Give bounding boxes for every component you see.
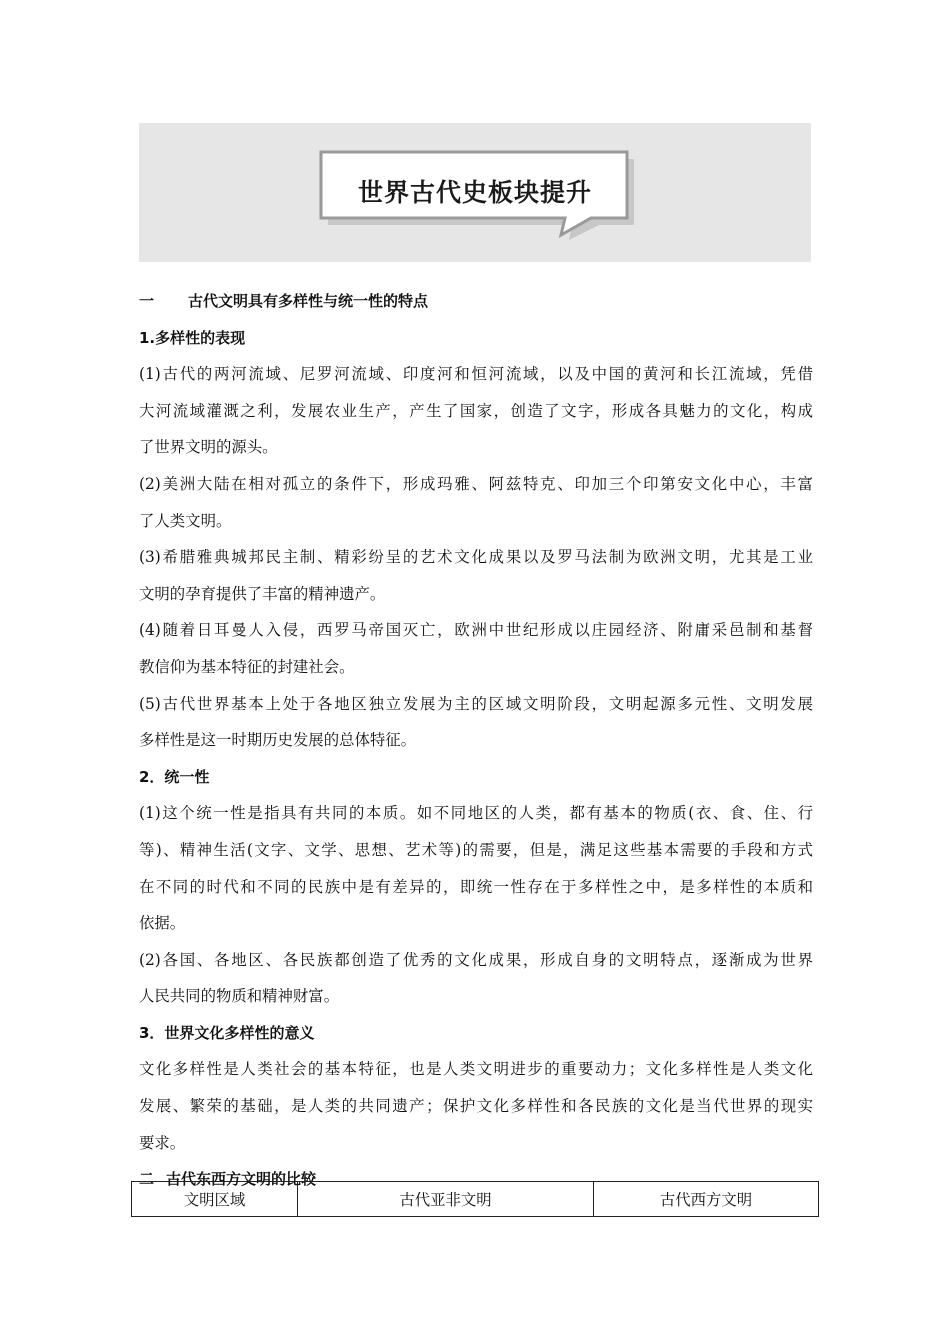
paragraph-line: (1)古代的两河流域、尼罗河流域、印度河和恒河流域，以及中国的黄河和长江流域，凭借 <box>139 365 813 384</box>
table-header-row <box>132 1182 819 1217</box>
subheading-significance: 3．世界文化多样性的意义 <box>139 1023 315 1042</box>
paragraph-line: (1)这个统一性是指具有共同的本质。如不同地区的人类，都有基本的物质(衣、食、住、行 <box>139 804 813 823</box>
paragraph-line: 在不同的时代和不同的民族中是有差异的，即统一性存在于多样性之中，是多样性的本质和 <box>139 877 813 896</box>
subheading-diversity: 1.多样性的表现 <box>139 328 246 347</box>
paragraph-line: (2)美洲大陆在相对孤立的条件下，形成玛雅、阿兹特克、印加三个印第安文化中心，丰富 <box>139 474 813 493</box>
paragraph-line: 等)、精神生活(文字、文学、思想、艺术等)的需要，但是，满足这些基本需要的手段和方式 <box>139 840 813 859</box>
paragraph-line: (5)古代世界基本上处于各地区独立发展为主的区域文明阶段，文明起源多元性、文明发展 <box>139 694 813 713</box>
section-title: 古代东西方文明的比较 <box>166 1170 317 1189</box>
paragraph-line: 了人类文明。 <box>139 511 232 530</box>
subheading-unity: 2．统一性 <box>139 767 210 786</box>
section-number: 二 <box>139 1170 155 1189</box>
page-title: 世界古代史板块提升 <box>357 178 592 207</box>
paragraph-line: (2)各国、各地区、各民族都创造了优秀的文化成果，形成自身的文明特点，逐渐成为世界 <box>139 950 813 969</box>
comparison-table <box>131 1181 819 1217</box>
document-body <box>139 283 813 1198</box>
paragraph-line: 多样性是这一时期历史发展的总体特征。 <box>139 731 417 750</box>
paragraph-line: 文化多样性是人类社会的基本特征，也是人类文明进步的重要动力；文化多样性是人类文化 <box>139 1060 813 1079</box>
paragraph-line: 文明的孕育提供了丰富的精神遗产。 <box>139 584 386 603</box>
paragraph-line: 大河流域灌溉之利，发展农业生产，产生了国家，创造了文字，形成各具魅力的文化，构成 <box>139 401 813 420</box>
section-number: 一 <box>139 292 155 310</box>
paragraph-line: 要求。 <box>139 1133 186 1152</box>
table-header-cell: 文明区域 <box>132 1182 298 1217</box>
paragraph-line: 发展、繁荣的基础，是人类的共同遗产；保护文化多样性和各民族的文化是当代世界的现实 <box>139 1097 813 1116</box>
section-heading-1 <box>139 283 813 320</box>
section-title: 古代文明具有多样性与统一性的特点 <box>188 292 429 310</box>
paragraph-line: 了世界文明的源头。 <box>139 438 278 457</box>
paragraph-line: 依据。 <box>139 914 186 933</box>
paragraph-line: (4)随着日耳曼人入侵，西罗马帝国灭亡，欧洲中世纪形成以庄园经济、附庸采邑制和基督 <box>139 621 813 640</box>
paragraph-line: 教信仰为基本特征的封建社会。 <box>139 657 355 676</box>
table-header-cell: 古代西方文明 <box>594 1182 819 1217</box>
paragraph-line: 人民共同的物质和精神财富。 <box>139 987 340 1006</box>
title-banner <box>139 123 811 262</box>
paragraph-line: (3)希腊雅典城邦民主制、精彩纷呈的艺术文化成果以及罗马法制为欧洲文明，尤其是工业 <box>139 548 813 567</box>
table-header-cell: 古代亚非文明 <box>298 1182 594 1217</box>
